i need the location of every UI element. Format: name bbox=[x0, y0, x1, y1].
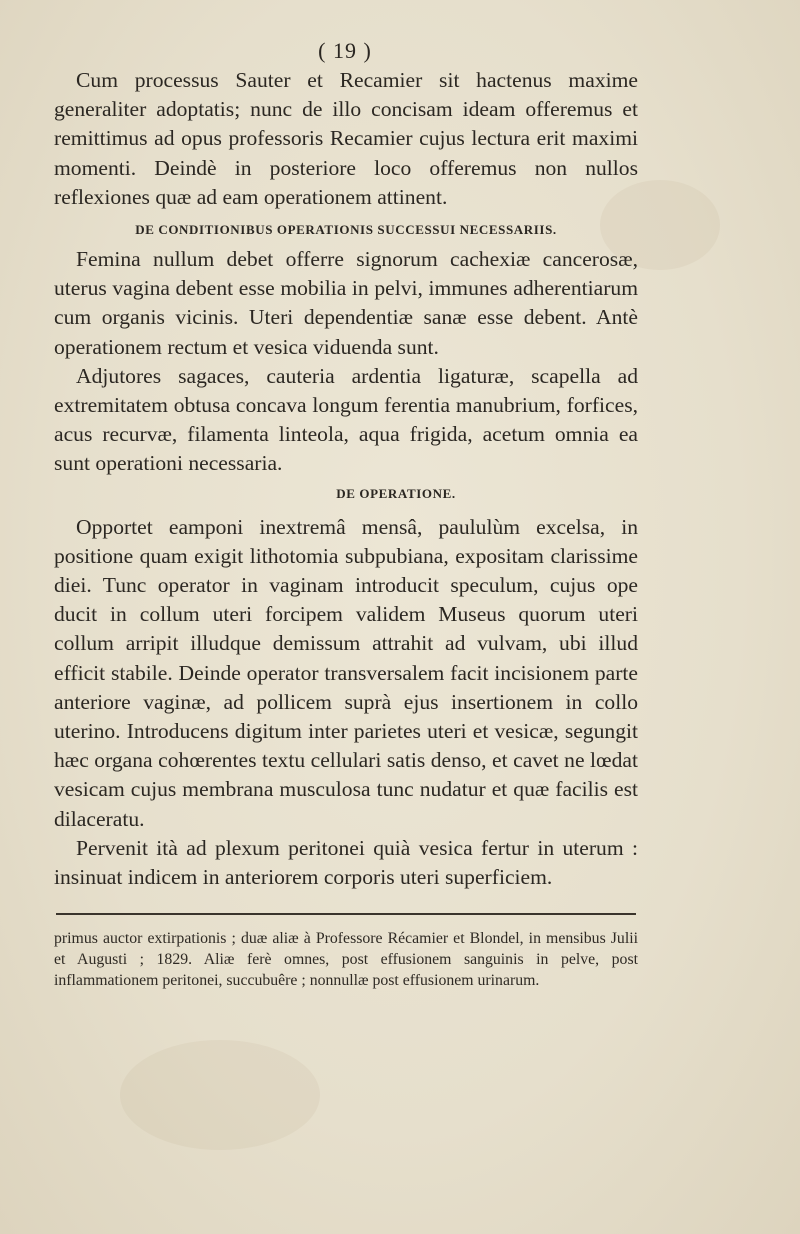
paragraph: Opportet eamponi inextremâ mensâ, paululùm excelsa, in positione quam exigit lithotomia subpubiana, expositam clarissime diei. Tunc operator in vaginam introducit speculum, cujus ope ducit in collum uteri forcipem validem Museus quorum uteri collum arripit illudque demissum attrahit ad vulvam, ubi illud efficit stabile. Deinde operator transversalem facit incisionem parte anteriore vaginæ, ad pollicem suprà ejus insertionem in collo uterino. Introducens digitum inter parietes uteri et vesicæ, segungit hæc organa cohœrentes textu cellulari satis denso, et cavet ne lœdat vesicam cujus membrana musculosa tunc nudatur et quæ facilis est dilaceratu. bbox=[54, 514, 638, 831]
page-number: ( 19 ) bbox=[318, 38, 372, 63]
section-heading: DE CONDITIONIBUS OPERATIONIS SUCCESSUI NECESSARIIS. bbox=[135, 222, 557, 238]
footnote: primus auctor extirpationis ; duæ aliæ à Professore Récamier et Blondel, in mensibus Julii et Augusti ; 1829. Aliæ ferè omnes, post effusionem sanguinis in pelve, post inflammationem peritonei, succubuêre ; nonnullæ post effusionem urinarum. bbox=[54, 930, 638, 989]
paper-stain bbox=[120, 1040, 320, 1150]
paragraph: Femina nullum debet offerre signorum cachexiæ cancerosæ, uterus vagina debent esse mobilia in pelvi, immunes adherentiarum cum organis vicinis. Uteri dependentiæ sanæ esse debent. Antè operationem rectum et vesica viduenda sunt. bbox=[54, 247, 638, 359]
section-heading: DE OPERATIONE. bbox=[336, 485, 456, 501]
paragraph: Adjutores sagaces, cauteria ardentia ligaturæ, scapella ad extremitatem obtusa concava longum ferentia manubrium, forfices, acus recurvæ, filamenta linteola, aqua frigida, acetum omnia ea sunt operationi necessaria. bbox=[54, 363, 638, 476]
footnote-divider bbox=[56, 913, 636, 915]
paragraph: Cum processus Sauter et Recamier sit hactenus maxime generaliter adoptatis; nunc de illo concisam ideam offeremus et remittimus ad opus professoris Recamier cujus lectura erit maximi momenti. Deindè in posteriore loco offeremus non nullos reflexiones quæ ad eam operationem attinent. bbox=[54, 68, 638, 209]
paragraph: Pervenit ità ad plexum peritonei quià vesica fertur in uterum : insinuat indicem in anteriorem corporis uteri superficiem. bbox=[54, 835, 638, 890]
main-text bbox=[54, 66, 638, 892]
